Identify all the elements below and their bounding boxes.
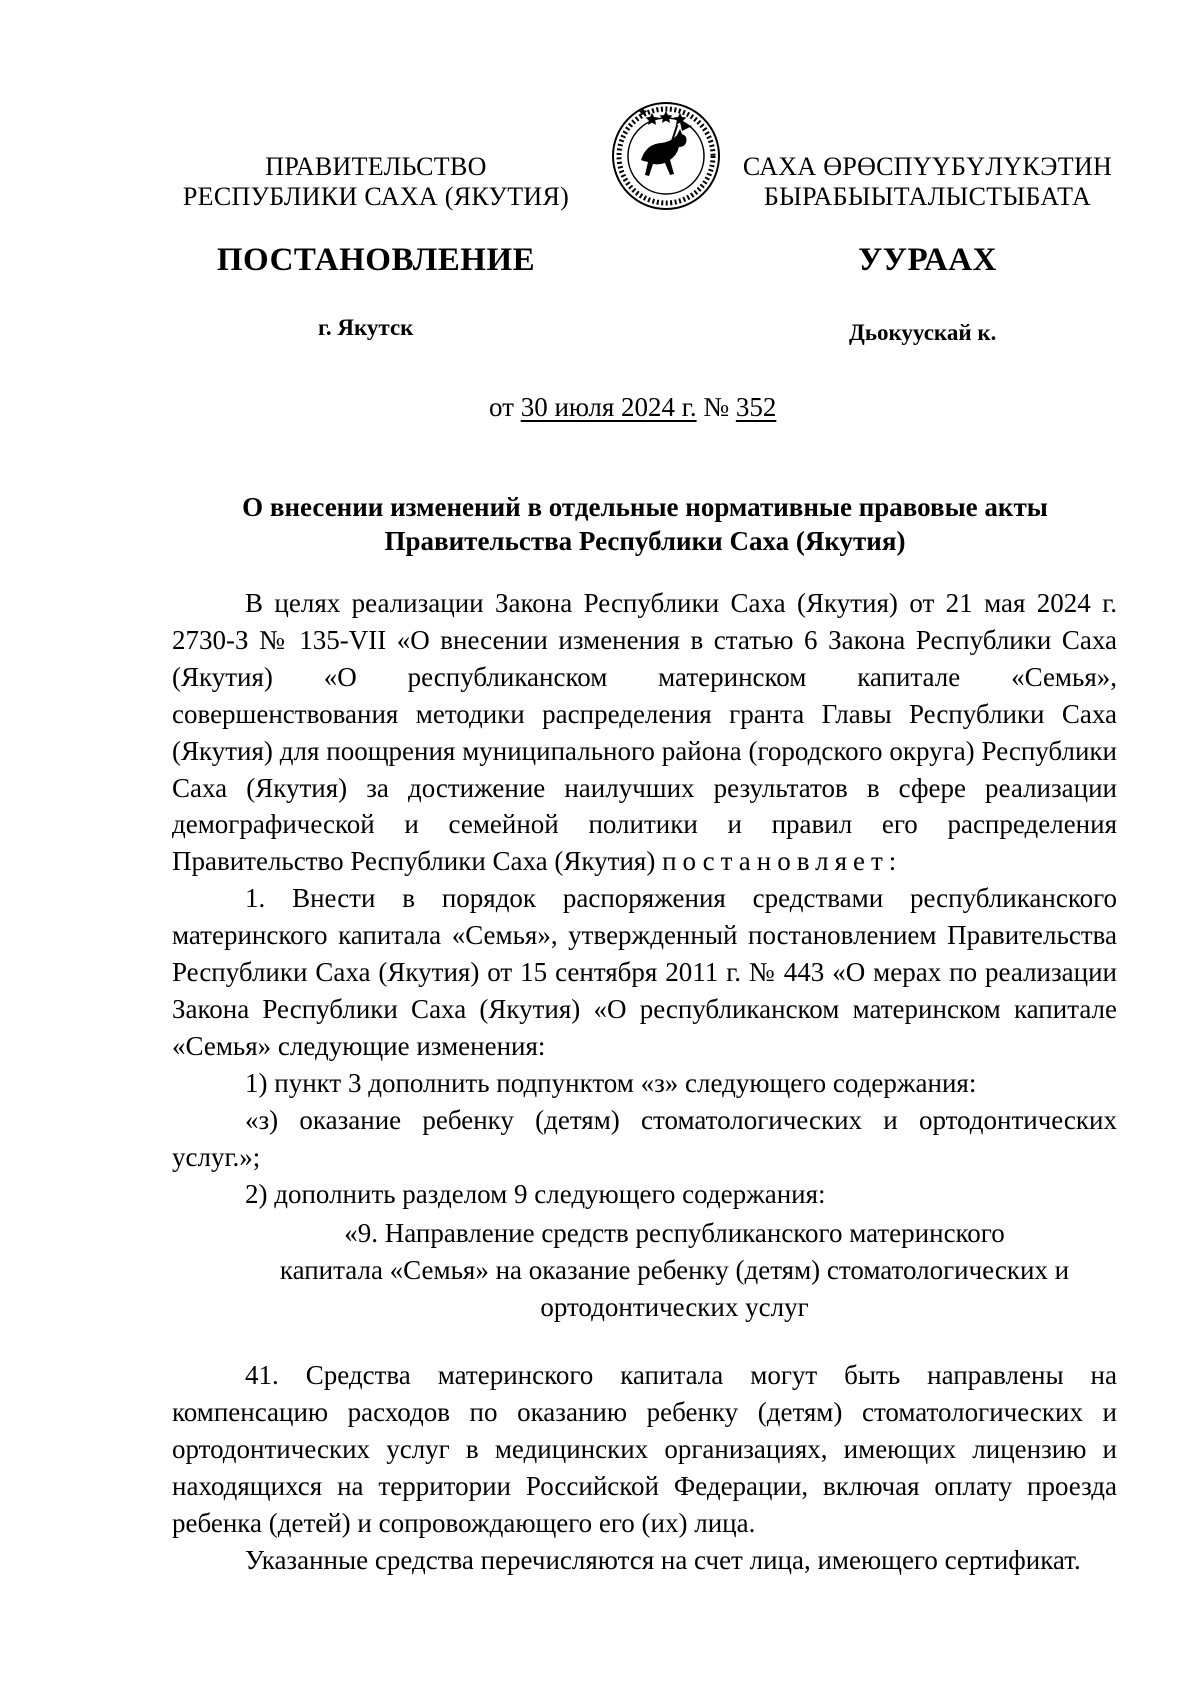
org-name-sah-line2: БЫРАБЫЫТАЛЫСТЫБАТА [763, 182, 1092, 211]
org-name-sah [735, 152, 1120, 212]
org-name-sah-line1: САХА ӨРӨСПҮҮБҮЛҮКЭТИН [742, 152, 1113, 181]
org-name-ru-line1: ПРАВИТЕЛЬСТВО [265, 152, 487, 181]
number-sign: № [703, 392, 730, 422]
preamble [172, 585, 1117, 880]
section-9-heading [172, 1215, 1117, 1326]
resolves-word: постановляет: [662, 846, 903, 877]
emblem-icon [610, 100, 722, 212]
subitem-2: 2) дополнить разделом 9 следующего содержания: [245, 1178, 826, 1209]
date-line [489, 392, 776, 423]
document-body [172, 585, 1117, 1212]
city-ru: г. Якутск [318, 315, 414, 340]
section-9-body [172, 1357, 1117, 1578]
paragraph-transfer: Указанные средства перечисляются на счет лица, имеющего сертификат. [245, 1544, 1081, 1575]
item-1: 1. Внести в порядок распоряжения средствами республиканского материнского капитала «Семья», утвержденный постановлением Правительства Республики Саха (Якутия) от 15 сентября 2011 г. № 443 «О мерах по реализации Закона Республики Саха (Якутия) «О республиканском материнском капитале «Семья» следующие изменения: [172, 883, 1117, 1061]
subject-line2: Правительства Республики Саха (Якутия) [384, 526, 906, 556]
coat-of-arms-emblem [610, 100, 722, 212]
paragraph-41: 41. Средства материнского капитала могут быть направлены на компенсацию расходов по оказанию ребенку (детям) стоматологических и ортодонтических услуг в медицинских организациях, имеющих лицензию и находящихся на территории Российской Федерации, включая оплату проезда ребенка (детей) и сопровождающего его (их) лица. [172, 1360, 1117, 1538]
preamble-text: В целях реализации Закона Республики Саха (Якутия) от 21 мая 2024 г. 2730-З № 135-VII «О внесении изменения в статью 6 Закона Республики Саха (Якутия) «О республиканском материнском капитале «Семья», совершенствования методики распределения гранта Главы Республики Саха (Якутия) для поощрения муниципального района (городского округа) Республики Саха (Якутия) за достижение наилучших результатов в сфере реализации демографической и семейной политики и правил его распределения Правительство Республики Саха (Якутия) [172, 588, 1117, 877]
section-heading-line1: «9. Направление средств республиканского материнского [344, 1218, 1005, 1248]
org-name-ru [170, 152, 582, 212]
doc-type-ru: ПОСТАНОВЛЕНИЕ [216, 242, 536, 278]
city-sah: Дьокуускай к. [849, 320, 997, 345]
doc-type-sah: УУРААХ [858, 242, 997, 278]
subject-line1: О внесении изменений в отдельные нормативные правовые акты [242, 492, 1048, 522]
org-name-ru-line2: РЕСПУБЛИКИ САХА (ЯКУТИЯ) [182, 182, 570, 211]
document-date: 30 июля 2024 г. [520, 392, 697, 422]
document-number: 352 [735, 392, 777, 422]
subitem-1: 1) пункт 3 дополнить подпунктом «з» следующего содержания: [245, 1067, 977, 1098]
date-prefix: от [489, 392, 514, 422]
document-subject [170, 490, 1120, 558]
subitem-1-text: «з) оказание ребенку (детям) стоматологических и ортодонтических услуг.»; [172, 1104, 1117, 1172]
section-heading-line3: ортодонтических услуг [540, 1292, 809, 1322]
section-heading-line2: капитала «Семья» на оказание ребенку (детям) стоматологических и [279, 1255, 1070, 1285]
